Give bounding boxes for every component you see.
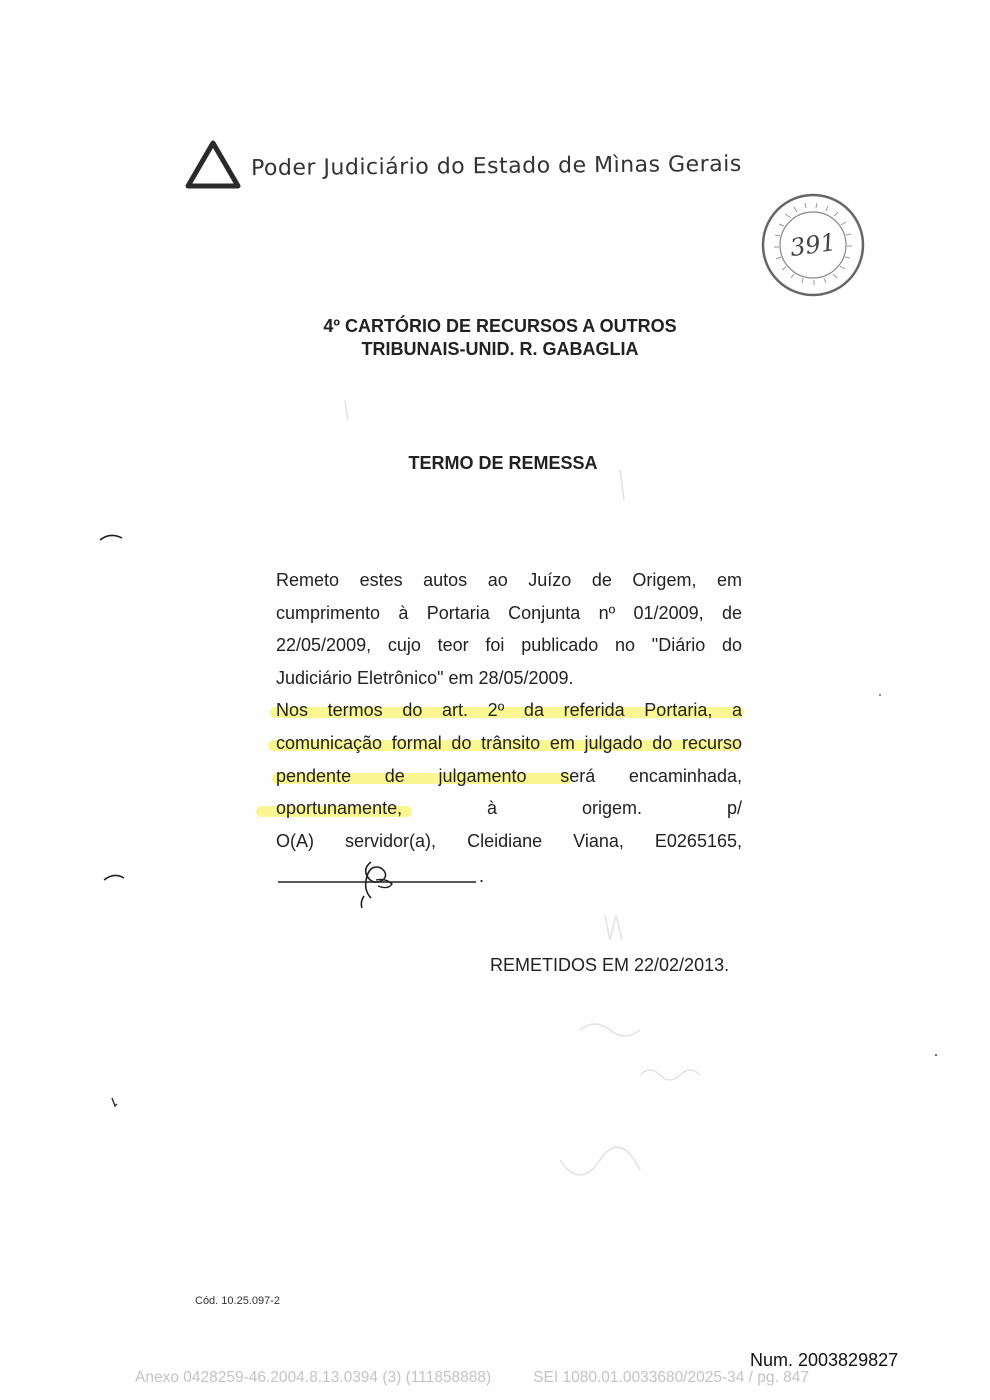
form-code: Cód. 10.25.097-2 [195, 1295, 281, 1307]
handwritten-signature [276, 850, 496, 920]
document-title: TERMO DE REMESSA [408, 453, 598, 473]
stamp-handwritten-number: 391 [788, 227, 838, 263]
header [185, 140, 742, 190]
triangle-logo-icon [185, 140, 241, 190]
organization-name: Poder Judiciário do Estado de Mìnas Gerais [250, 151, 742, 181]
office-line-2: TRIBUNAIS-UNID. R. GABAGLIA [361, 339, 639, 359]
body-line: O(A) servidor(a), Cleidiane Viana, E0265165, [276, 830, 742, 851]
body-line: comunicação formal do trânsito em julgado do recurso [276, 732, 742, 753]
footer-sei-ref: SEI 1080.01.0033680/2025-34 / pg. 847 [533, 1369, 810, 1386]
footer-annex-ref: Anexo 0428259-46.2004.8.13.0394 (3) (111858888) [135, 1369, 492, 1386]
body-line: oportunamente, à origem. p/ [276, 798, 742, 819]
court-seal-stamp [760, 192, 866, 298]
body-line: 22/05/2009, cujo teor foi publicado no "Diário do [276, 635, 742, 656]
document-number: Num. 2003829827 [750, 1350, 899, 1370]
body-line: Judiciário Eletrônico" em 28/05/2009. [276, 667, 574, 688]
body-line: Nos termos do art. 2º da referida Portaria, a [276, 700, 742, 721]
signature-line-period: . [479, 866, 485, 886]
office-heading [250, 315, 750, 361]
remittance-date: REMETIDOS EM 22/02/2013. [490, 955, 730, 975]
body-line: Remeto estes autos ao Juízo de Origem, em [276, 570, 742, 590]
office-line-1: 4º CARTÓRIO DE RECURSOS A OUTROS [323, 316, 677, 336]
body-line: cumprimento à Portaria Conjunta nº 01/2009, de [276, 602, 742, 623]
footer-watermark [135, 1369, 809, 1387]
body-line: pendente de julgamento será encaminhada, [276, 765, 742, 786]
body-paragraph [276, 564, 742, 857]
signature-area [276, 850, 496, 920]
